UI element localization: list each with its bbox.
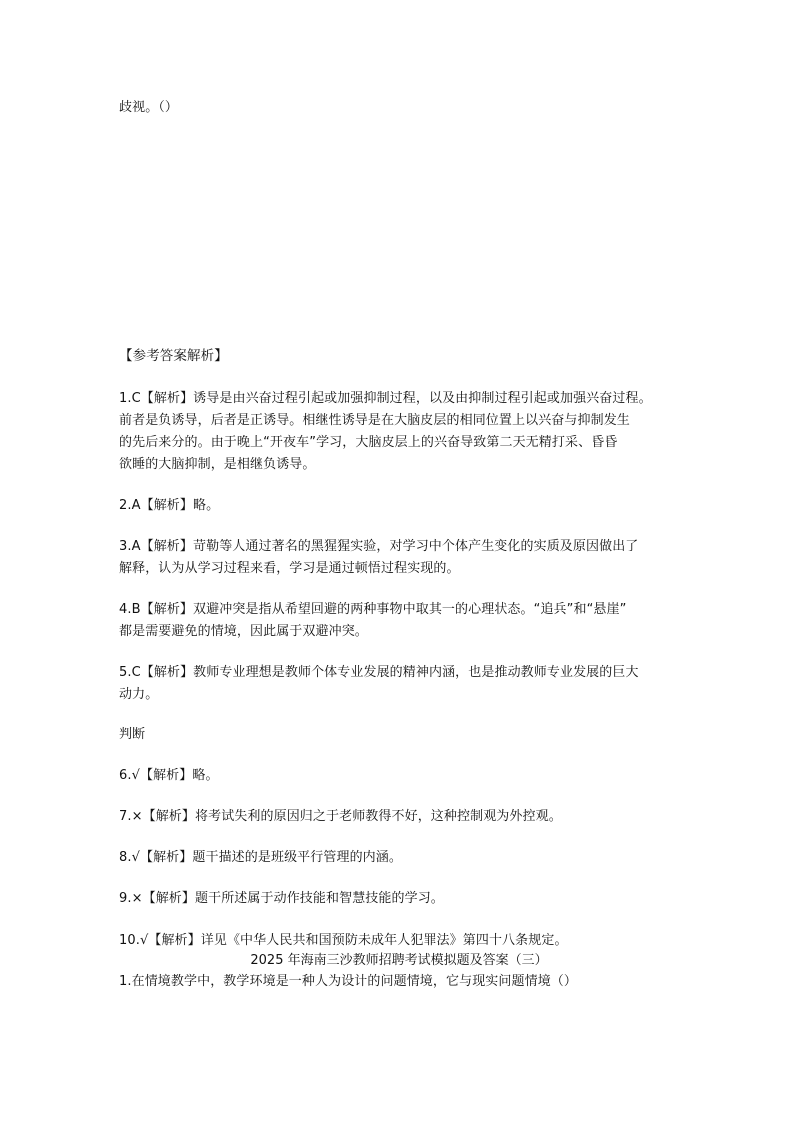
judgment-item: 9.×【解析】题干所述属于动作技能和智慧技能的学习。 — [119, 891, 444, 906]
judgment-section-label: 判断 — [119, 727, 146, 742]
answer-line: 3.A【解析】苛勒等人通过著名的黑猩猩实验，对学习中个体产生变化的实质及原因做出了 — [119, 539, 639, 554]
answer-line: 1.C【解析】诱导是由兴奋过程引起或加强抑制过程，以及由抑制过程引起或加强兴奋过程。 — [119, 391, 652, 406]
judgment-item: 6.√【解析】略。 — [119, 768, 219, 783]
answer-line: 2.A【解析】略。 — [119, 498, 220, 513]
answer-line: 5.C【解析】教师专业理想是教师个体专业发展的精神内涵，也是推动教师专业发展的巨大 — [119, 665, 639, 680]
answer-line: 的先后来分的。由于晚上“开夜车”学习，大脑皮层上的兴奋导致第二天无精打采、昏昏 — [119, 435, 618, 450]
judgment-item: 10.√【解析】详见《中华人民共和国预防未成年人犯罪法》第四十八条规定。 — [119, 933, 568, 948]
answer-line: 动力。 — [119, 687, 159, 702]
next-section-title: 2025 年海南三沙教师招聘考试模拟题及答案（三） — [250, 953, 548, 968]
answer-line: 前者是负诱导，后者是正诱导。相继性诱导是在大脑皮层的相同位置上以兴奋与抑制发生 — [119, 413, 630, 428]
judgment-item: 8.√【解析】题干描述的是班级平行管理的内涵。 — [119, 850, 402, 865]
answer-line: 欲睡的大脑抑制，是相继负诱导。 — [119, 457, 316, 472]
answer-line: 都是需要避免的情境，因此属于双避冲突。 — [119, 624, 368, 639]
next-question: 1.在情境教学中，教学环境是一种人为设计的问题情境，它与现实问题情境（） — [119, 974, 578, 989]
answer-section-heading: 【参考答案解析】 — [119, 348, 228, 364]
question-fragment: 歧视。（） — [119, 100, 179, 115]
answer-line: 4.B【解析】双避冲突是指从希望回避的两种事物中取其一的心理状态。“追兵”和“悬崖” — [119, 602, 627, 617]
answer-line: 解释，认为从学习过程来看，学习是通过顿悟过程实现的。 — [119, 561, 460, 576]
judgment-item: 7.×【解析】将考试失利的原因归之于老师教得不好，这种控制观为外控观。 — [119, 809, 562, 824]
